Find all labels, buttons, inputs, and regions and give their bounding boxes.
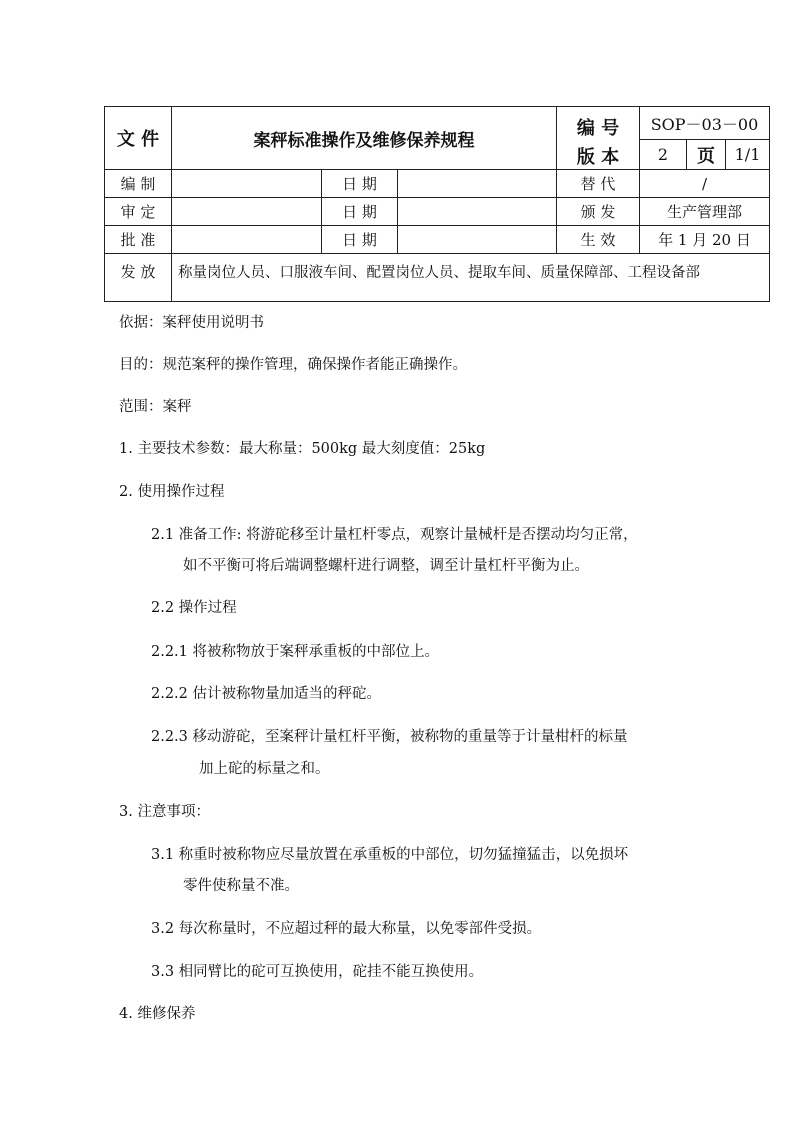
section-2-2-3-line-2: 加上砣的标量之和。 [199, 761, 330, 777]
replaces-value: / [701, 174, 708, 193]
section-3-3: 3.3 相同臂比的砣可互换使用，砣挂不能互换使用。 [151, 964, 484, 980]
purpose-line: 目的：规范案秤的操作管理，确保操作者能正确操作。 [119, 357, 467, 373]
section-3-1-line-2: 零件使称量不准。 [183, 878, 299, 894]
issued-by-label: 颁 发 [580, 203, 616, 221]
prepared-by-label: 编 制 [120, 175, 156, 193]
effective-label: 生 效 [580, 231, 616, 249]
replaces-label: 替 代 [580, 175, 616, 193]
scope-line: 范围：案秤 [119, 399, 192, 415]
date-label: 日 期 [342, 231, 377, 249]
code-label: 编 号 [576, 118, 620, 139]
section-1-params: 1. 主要技术参数：最大称量：500kg 最大刻度值：25kg [119, 441, 486, 457]
section-2-2-1: 2.2.1 将被称物放于案秤承重板的中部位上。 [151, 644, 440, 660]
basis-line: 依据：案秤使用说明书 [119, 315, 264, 331]
section-2-1-line-2: 如不平衡可将后端调整螺杆进行调整，调至计量杠杆平衡为止。 [183, 558, 589, 574]
effective-value: 年 1 月 20 日 [658, 231, 751, 249]
section-2-2-2: 2.2.2 估计被称物量加适当的秤砣。 [151, 686, 382, 702]
header-table [104, 106, 770, 302]
code-value: SOP－03－00 [650, 114, 759, 134]
date-label: 日 期 [342, 175, 377, 193]
section-3-1-line-1: 3.1 称重时被称物应尽量放置在承重板的中部位，切勿猛撞猛击，以免损坏 [151, 847, 629, 863]
distribution-label: 发 放 [120, 263, 156, 281]
doc-label: 文 件 [116, 129, 160, 150]
section-2-1-line-1: 2.1 准备工作: 将游砣移至计量杠杆零点，观察计量械杆是否摆动均匀正常， [151, 527, 638, 543]
issued-by-value: 生产管理部 [666, 203, 742, 221]
date-label [398, 170, 556, 197]
section-2-heading: 2. 使用操作过程 [119, 484, 225, 500]
section-2-2-3-line-1: 2.2.3 移动游砣，至案秤计量杠杆平衡，被称物的重量等于计量柑杆的标量 [151, 729, 628, 745]
page-value: 1/1 [734, 145, 761, 164]
approved-by-label: 批 准 [120, 231, 156, 249]
version-label: 版 本 [576, 147, 620, 168]
document-title: 案秤标准操作及维修保养规程 [253, 130, 475, 151]
distribution-value: 称量岗位人员、口服液车间、配置岗位人员、提取车间、质量保障部、工程设备部 [178, 265, 700, 281]
reviewed-by-label: 审 定 [120, 203, 156, 221]
section-4-heading: 4. 维修保养 [119, 1006, 196, 1022]
section-3-2: 3.2 每次称量时，不应超过秤的最大称量，以免零部件受损。 [151, 921, 542, 937]
page-label: 页 [697, 145, 715, 167]
version-value: 2 [657, 145, 669, 164]
section-2-2-heading: 2.2 操作过程 [151, 600, 237, 616]
date-label: 日 期 [342, 203, 377, 221]
section-3-heading: 3. 注意事项： [119, 804, 210, 820]
